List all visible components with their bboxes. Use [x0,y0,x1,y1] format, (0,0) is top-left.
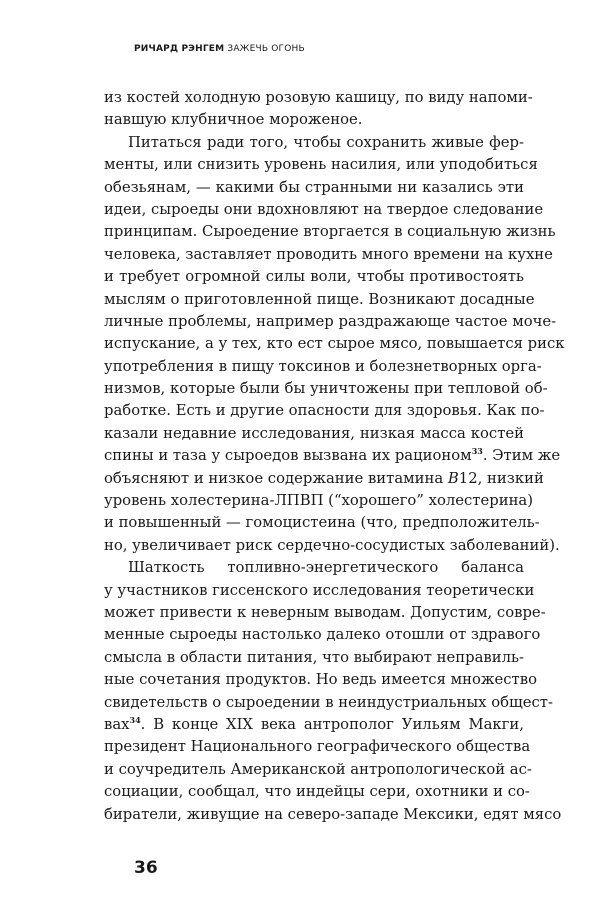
footnote-ref: 33 [471,446,483,457]
vitamin-letter: B [447,469,459,487]
text-line: у участников гиссенского исследования теоретически [104,581,535,599]
text-line: менные сыроеды настолько далеко отошли от здравого [104,626,541,644]
running-head-title: ЗАЖЕЧЬ ОГОНЬ [227,44,305,54]
text-line: биратели, живущие на северо-западе Мексики, едят мясо [104,805,562,823]
text-line: менты, или снизить уровень насилия, или уподобиться [104,156,538,174]
line-text: спины и таза у сыроедов вызвана их рационом [104,447,472,465]
line-text: . Этим же [482,447,561,465]
line-text: объясняют и низкое содержание витамина [104,469,448,487]
text-line: и требует огромной силы воли, чтобы противостоять [104,268,524,286]
text-line: испускание, а у тех, кто ест сырое мясо, повышается риск [104,335,565,353]
text-line: Шаткость топливно-энергетического баланса [128,559,524,577]
line-text: . В конце XIX века антрополог Уильям Макги, [140,715,524,733]
text-line: может привести к неверным выводам. Допустим, совре- [104,603,546,621]
text-line: и соучредитель Американской антропологической ас- [104,760,532,778]
text-line: казали недавние исследования, низкая масса костей [104,424,524,442]
text-line: низмов, которые были бы уничтожены при тепловой об- [104,380,548,398]
text-line: работке. Есть и другие опасности для здоровья. Как по- [104,402,545,420]
line-text: , низкий [477,469,544,487]
text-line: ные сочетания продуктов. Но ведь имеется множество [104,671,537,689]
text-line-with-footnote [104,714,524,736]
text-line: употребления в пищу токсинов и болезнетворных орга- [104,357,542,375]
text-line: из костей холодную розовую кашицу, по виду напоми- [104,89,533,106]
text-line-with-vitamin [104,468,544,490]
text-line: обезьянам, — какими бы странными ни казались эти [104,178,524,196]
body-text [104,87,565,826]
text-line: навшую клубничное мороженое. [104,111,363,129]
text-line: человека, заставляет проводить много времени на кухне [104,245,553,263]
text-line: личные проблемы, например раздражающе частое моче- [104,312,557,330]
text-line: но, увеличивает риск сердечно-сосудистых заболеваний). [104,536,560,554]
text-line: свидетельств о сыроедении в неиндустриальных общест- [104,693,553,711]
page-number: 36 [134,858,158,878]
running-head [134,44,305,54]
text-line: смысла в области питания, что выбирают неправиль- [104,648,525,666]
text-line: социации, сообщал, что индейцы сери, охотники и со- [104,783,530,801]
text-line: Питаться ради того, чтобы сохранить живые фер- [128,133,524,151]
text-line: уровень холестерина-ЛПВП (“хорошего” холестерина) [104,492,534,510]
text-line: идеи, сыроеды они вдохновляют на твердое следование [104,200,544,218]
text-line: и повышенный — гомоцистеина (что, предположитель- [104,514,540,532]
footnote-ref: 34 [129,715,141,726]
text-line: президент Национального географического общества [104,738,531,756]
text-line: принципам. Сыроедение вторгается в социальную жизнь [104,223,556,241]
text-line: мыслям о приготовленной пище. Возникают досадные [104,290,535,308]
line-text: вах [104,715,130,733]
running-head-author: РИЧАРД РЭНГЕМ [134,44,225,54]
text-line-with-footnote [104,445,561,467]
vitamin-number: 12 [458,469,478,487]
